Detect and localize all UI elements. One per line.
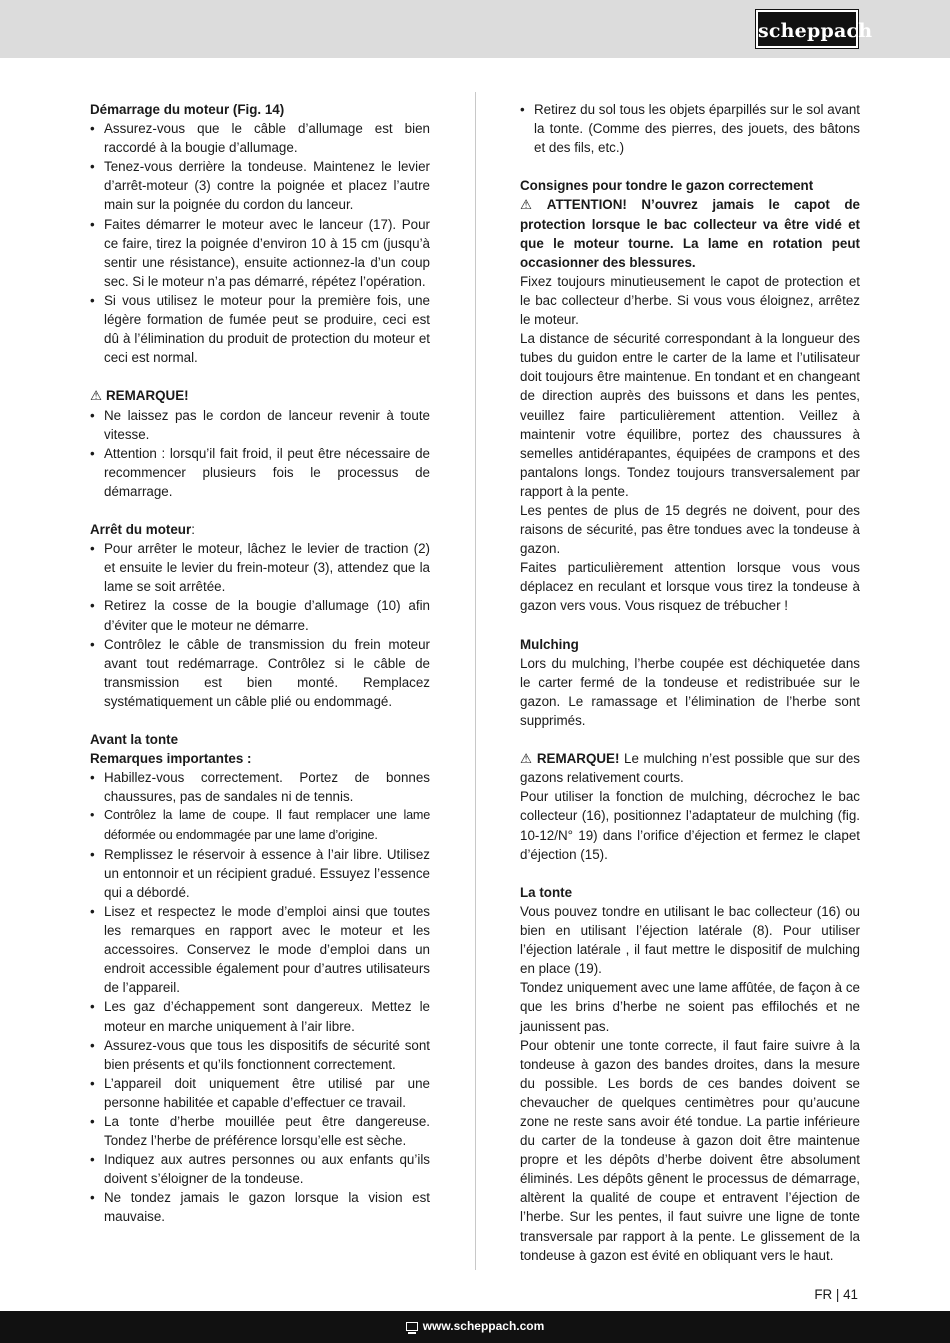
warning-paragraph: ⚠ ATTENTION! N’ouvrez jamais le capot de protection lorsque le bac collecteur va être vidé et que le moteur tourne. La lame en rotation peut occasionner des blessures. [520, 197, 860, 270]
bullet-list [90, 539, 430, 711]
list-item: • Tenez-vous derrière la tondeuse. Maintenez le levier d’arrêt-moteur (3) contre la poignée et placez l’autre main sur la poignée du cordon du lanceur. [90, 157, 430, 214]
bullet-list [90, 119, 430, 367]
column-divider [475, 92, 476, 1270]
list-item: • Les gaz d’échappement sont dangereux. Mettez le moteur en marche uniquement à l’air libre. [90, 997, 430, 1035]
paragraph: Tondez uniquement avec une lame affûtée, de façon à ce que les brins d’herbe ne soient pas effilochés et ne jaunissent pas. [520, 980, 860, 1034]
bullet-list [90, 768, 430, 1226]
list-item: • Contrôlez le câble de transmission du frein moteur avant tout redémarrage. Contrôlez si le câble de transmission est bien monté. Remplacez systématiquement un câble plié ou endommagé. [90, 635, 430, 711]
section-subheading: Remarques importantes : [90, 751, 252, 767]
paragraph: Pour obtenir une tonte correcte, il faut faire suivre à la tondeuse à gazon des bandes droites, dans la mesure du possible. Les bords de ces bandes doivent se chevaucher de quelques centimètres pour qu’aucune zone ne reste sans avoir été tondue. La partie inférieure du carter de la tondeuse à gazon doit être maintenue propre et les dépôts d’herbe doivent être absolument éliminés. Les dépôts gênent le processus de démarrage, altèrent la qualité de coupe et entravent l’éjection de l’herbe. Sur les pentes, il faut suivre une ligne de tonte transversale par rapport à la pente. Le glissement de la tondeuse à gazon est évité en obliquant vers le haut. [520, 1037, 860, 1263]
paragraph: Faites particulièrement attention lorsque vous vous déplacez en reculant et lorsque vous tirez la tondeuse à gazon vers vous. Vous risquez de trébucher ! [520, 560, 860, 614]
brand-logo: scheppach [756, 10, 858, 48]
warning-icon: ⚠ [90, 388, 103, 404]
paragraph: Vous pouvez tondre en utilisant le bac collecteur (16) ou bien en utilisant l’éjection latérale (8). Pour utiliser l’éjection latérale , il faut mettre le dispositif de mulching en place (19). [520, 903, 860, 977]
list-item: • Assurez-vous que le câble d’allumage est bien raccordé à la bougie d’allumage. [90, 119, 430, 157]
section-heading: Avant la tonte [90, 732, 179, 748]
bullet-list [520, 100, 860, 157]
section-heading: La tonte [520, 884, 573, 900]
list-item: • Faites démarrer le moteur avec le lanceur (17). Pour ce faire, tirez la poignée d’environ 10 à 15 cm (jusqu’à sentir une résistance), ensuite actionnez-la d’un coup sec. Si le moteur n’a pas démarré, répétez l’opération. [90, 215, 430, 291]
list-item: • Assurez-vous que tous les dispositifs de sécurité sont bien présents et qu’ils fonctionnent correctement. [90, 1036, 430, 1074]
list-item: • Indiquez aux autres personnes ou aux enfants qu’ils doivent s’éloigner de la tondeuse. [90, 1150, 430, 1188]
paragraph: La distance de sécurité correspondant à la longueur des tubes du guidon entre le carter de la lame et l’utilisateur doit toujours être maintenue. En tondant et en changeant de direction auprès des buissons et dans les pentes, veuillez faire particulièrement attention. Veillez à maintenir votre équilibre, portez des chaussures à semelles antidérapantes, équipées de crampons et des pantalons longs. Tondez toujours transversalement par rapport à la pente. [520, 331, 860, 499]
list-item: • Retirez du sol tous les objets éparpillés sur le sol avant la tonte. (Comme des pierres, des jouets, des bâtons et des fils, etc.) [520, 100, 860, 157]
list-item: • L’appareil doit uniquement être utilisé par une personne habilitée et capable d’effectuer ce travail. [90, 1074, 430, 1112]
remark-heading: ⚠ REMARQUE! [90, 388, 189, 404]
right-column [520, 100, 860, 1265]
list-item: • Ne laissez pas le cordon de lanceur revenir à toute vitesse. [90, 406, 430, 444]
paragraph: Pour utiliser la fonction de mulching, décrochez le bac collecteur (16), positionnez l’adaptateur de mulching (fig. 10-12/N° 19) dans l’orifice d’éjection et fermez le clapet d’éjection (15). [520, 789, 860, 862]
list-item: • Contrôlez la lame de coupe. Il faut remplacer une lame déformée ou endommagée par une lame d’origine. [90, 806, 430, 844]
remark-paragraph: ⚠ REMARQUE! Le mulching n’est possible que sur des gazons relativement courts. [520, 751, 860, 786]
list-item: • Attention : lorsqu’il fait froid, il peut être nécessaire de recommencer plusieurs fois le processus de démarrage. [90, 444, 430, 501]
list-item: • La tonte d’herbe mouillée peut être dangereuse. Tondez l’herbe de préférence lorsqu’elle est sèche. [90, 1112, 430, 1150]
list-item: • Remplissez le réservoir à essence à l’air libre. Utilisez un entonnoir et un récipient gradué. Essuyez l’essence qui a débordé. [90, 845, 430, 902]
section-heading: Consignes pour tondre le gazon correctement [520, 178, 814, 194]
page-number: FR | 41 [814, 1287, 858, 1302]
warning-icon: ⚠ [520, 751, 533, 767]
left-column [90, 100, 430, 1227]
list-item: • Lisez et respectez le mode d’emploi ainsi que toutes les remarques en rapport avec le moteur et les accessoires. Conservez le mode d’emploi dans un endroit accessible également pour d’autres utilisateurs de l’appareil. [90, 902, 430, 997]
list-item: • Si vous utilisez le moteur pour la première fois, une légère formation de fumée peut se produire, ceci est dû à l’élimination du produit de protection du moteur et ceci est normal. [90, 291, 430, 367]
list-item: • Habillez-vous correctement. Portez de bonnes chaussures, pas de sandales ni de tennis. [90, 768, 430, 806]
monitor-icon [406, 1322, 418, 1331]
paragraph: Lors du mulching, l’herbe coupée est déchiquetée dans le carter fermé de la tondeuse et redistribuée sur le gazon. Le ramassage et l’élimination de l’herbe sont supprimés. [520, 655, 860, 728]
paragraph: Les pentes de plus de 15 degrés ne doivent, pour des raisons de sécurité, pas être tondues avec la tondeuse à gazon. [520, 502, 860, 557]
section-heading: Démarrage du moteur (Fig. 14) [90, 102, 285, 117]
website-link[interactable]: www.scheppach.com [422, 1319, 545, 1333]
warning-icon: ⚠ [520, 197, 543, 213]
list-item: • Pour arrêter le moteur, lâchez le levier de traction (2) et ensuite le levier du frein-moteur (3), attendez que la lame se soit arrêtée. [90, 539, 430, 596]
section-heading: Arrêt du moteur: [90, 522, 195, 538]
paragraph: Fixez toujours minutieusement le capot de protection et le bac collecteur d’herbe. Si vous vous éloignez, arrêtez le moteur. [520, 273, 860, 328]
footer-bar [0, 1311, 950, 1343]
list-item: • Ne tondez jamais le gazon lorsque la vision est mauvaise. [90, 1188, 430, 1226]
section-heading: Mulching [520, 636, 579, 652]
list-item: • Retirez la cosse de la bougie d’allumage (10) afin d’éviter que le moteur ne démarre. [90, 596, 430, 634]
bullet-list [90, 406, 430, 501]
